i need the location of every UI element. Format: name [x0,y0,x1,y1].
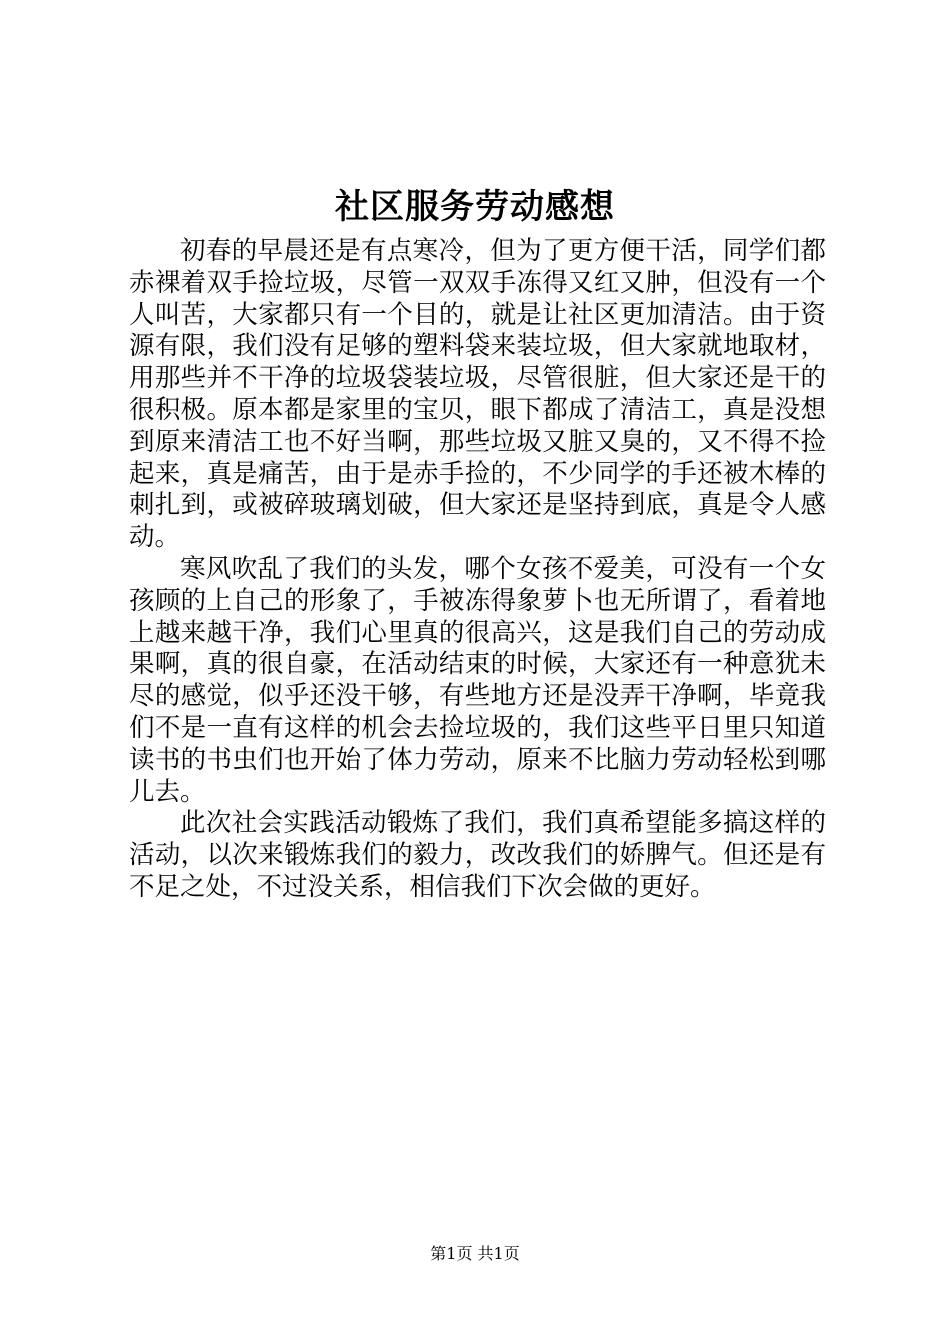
paragraph-3: 此次社会实践活动锻炼了我们，我们真希望能多搞这样的活动，以次来锻炼我们的毅力，改改我们的娇脾气。但还是有不足之处，不过没关系，相信我们下次会做的更好。 [129,808,826,902]
page-footer: 第1页 共1页 [430,1244,520,1263]
document-title: 社区服务劳动感想 [335,187,615,227]
paragraph-1: 初春的早晨还是有点寒冷，但为了更方便干活，同学们都赤裸着双手捡垃圾，尽管一双双手冻得又红又肿，但没有一个人叫苦，大家都只有一个目的，就是让社区更加清洁。由于资源有限，我们没有足够的塑料袋来装垃圾，但大家就地取材，用那些并不干净的垃圾袋装垃圾，尽管很脏，但大家还是干的很积极。原本都是家里的宝贝，眼下都成了清洁工，真是没想到原来清洁工也不好当啊，那些垃圾又脏又臭的，又不得不捡起来，真是痛苦，由于是赤手捡的，不少同学的手还被木棒的刺扎到，或被碎玻璃划破，但大家还是坚持到底，真是令人感动。 [129,236,826,553]
document-body [129,236,826,904]
paragraph-2: 寒风吹乱了我们的头发，哪个女孩不爱美，可没有一个女孩顾的上自己的形象了，手被冻得象萝卜也无所谓了，看着地上越来越干净，我们心里真的很高兴，这是我们自己的劳动成果啊，真的很自豪，在活动结束的时候，大家还有一种意犹未尽的感觉，似乎还没干够，有些地方还是没弄干净啊，毕竟我们不是一直有这样的机会去捡垃圾的，我们这些平日里只知道读书的书虫们也开始了体力劳动，原来不比脑力劳动轻松到哪儿去。 [129,553,826,807]
